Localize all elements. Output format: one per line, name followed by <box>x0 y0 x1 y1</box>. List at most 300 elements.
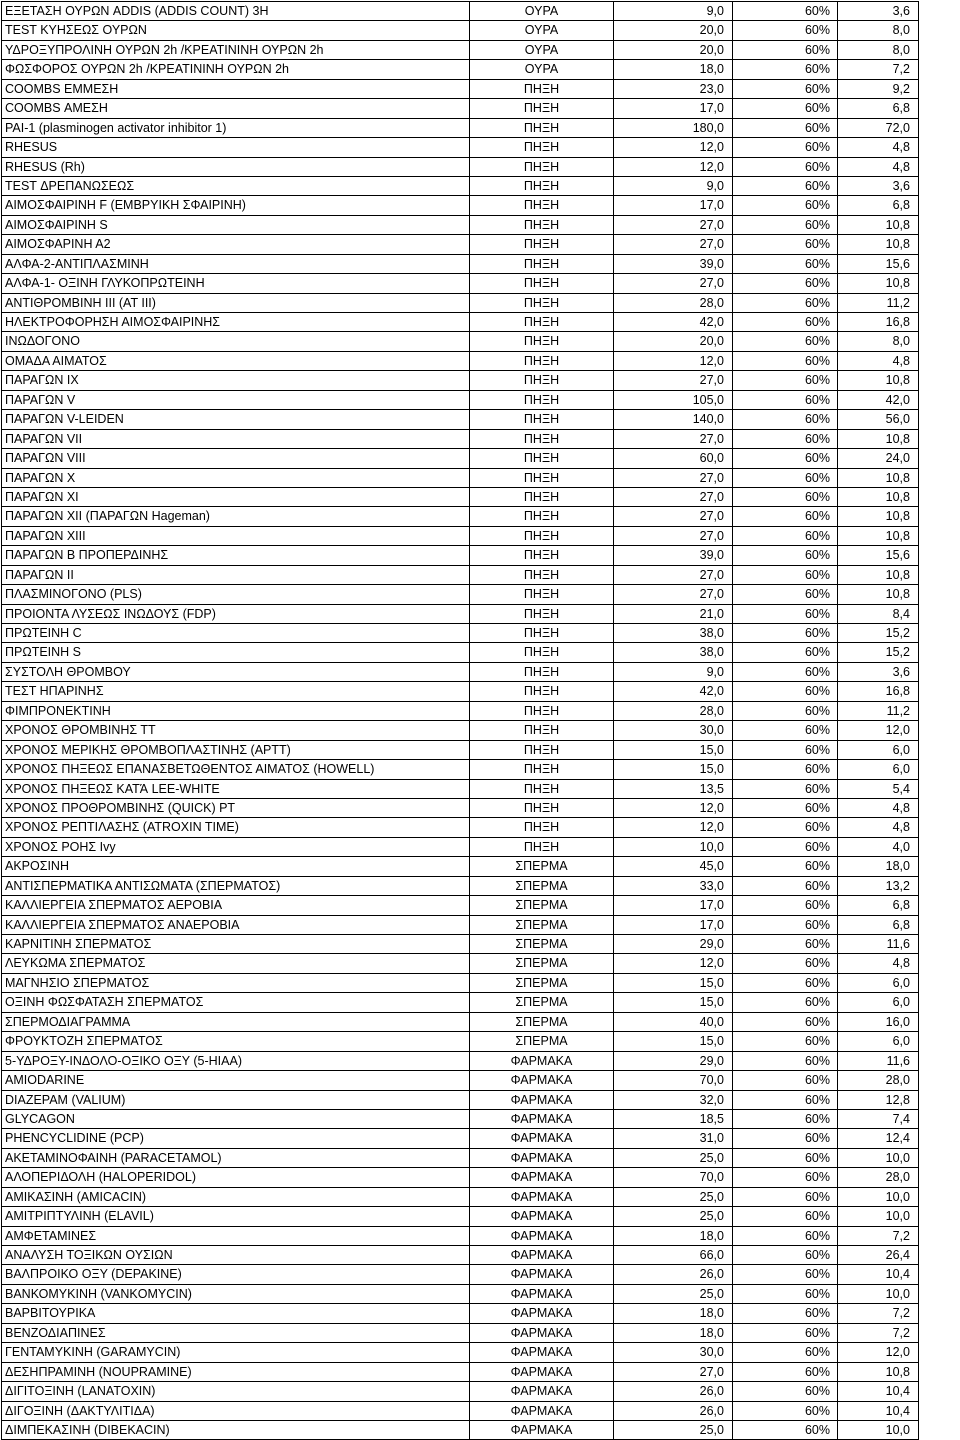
test-name-cell: ΑΙΜΟΣΦΑΙΡΙΝΗ S <box>2 215 470 234</box>
points-cell: 27,0 <box>614 429 733 448</box>
amount-cell: 6,8 <box>838 99 919 118</box>
test-name-cell: RHESUS (Rh) <box>2 157 470 176</box>
points-cell: 27,0 <box>614 235 733 254</box>
table-row <box>2 1323 919 1342</box>
amount-cell: 3,6 <box>838 176 919 195</box>
test-name-cell: ΠΑΡΑΓΩΝ ΧΙ <box>2 487 470 506</box>
amount-cell: 5,4 <box>838 779 919 798</box>
sample-category-cell: ΠΗΞΗ <box>470 760 614 779</box>
percentage-cell: 60% <box>733 1012 838 1031</box>
table-row <box>2 332 919 351</box>
sample-category-cell: ΠΗΞΗ <box>470 235 614 254</box>
percentage-cell: 60% <box>733 1401 838 1420</box>
points-cell: 140,0 <box>614 410 733 429</box>
amount-cell: 6,0 <box>838 973 919 992</box>
points-cell: 60,0 <box>614 449 733 468</box>
amount-cell: 7,4 <box>838 1109 919 1128</box>
amount-cell: 7,2 <box>838 1304 919 1323</box>
points-cell: 12,0 <box>614 954 733 973</box>
points-cell: 12,0 <box>614 157 733 176</box>
amount-cell: 10,8 <box>838 429 919 448</box>
percentage-cell: 60% <box>733 99 838 118</box>
points-cell: 29,0 <box>614 935 733 954</box>
percentage-cell: 60% <box>733 721 838 740</box>
percentage-cell: 60% <box>733 507 838 526</box>
table-row <box>2 662 919 681</box>
test-name-cell: AMIODARINE <box>2 1071 470 1090</box>
sample-category-cell: ΦΑΡΜΑΚΑ <box>470 1284 614 1303</box>
points-cell: 26,0 <box>614 1401 733 1420</box>
sample-category-cell: ΠΗΞΗ <box>470 546 614 565</box>
sample-category-cell: ΠΗΞΗ <box>470 468 614 487</box>
test-name-cell: ΚΑΛΛΙΕΡΓΕΙΑ ΣΠΕΡΜΑΤΟΣ ΑΕΡΟΒΙΑ <box>2 896 470 915</box>
percentage-cell: 60% <box>733 410 838 429</box>
amount-cell: 10,8 <box>838 507 919 526</box>
amount-cell: 28,0 <box>838 1071 919 1090</box>
amount-cell: 10,0 <box>838 1420 919 1439</box>
points-cell: 26,0 <box>614 1265 733 1284</box>
test-name-cell: ΤΕΣΤ ΗΠΑΡΙΝΗΣ <box>2 682 470 701</box>
test-name-cell: ΑΙΜΟΣΦΑΙΡΙΝΗ F (ΕΜΒΡΥΙΚΗ ΣΦΑΙΡΙΝΗ) <box>2 196 470 215</box>
sample-category-cell: ΦΑΡΜΑΚΑ <box>470 1226 614 1245</box>
sample-category-cell: ΠΗΞΗ <box>470 215 614 234</box>
sample-category-cell: ΦΑΡΜΑΚΑ <box>470 1207 614 1226</box>
sample-category-cell: ΠΗΞΗ <box>470 410 614 429</box>
sample-category-cell: ΦΑΡΜΑΚΑ <box>470 1168 614 1187</box>
table-row <box>2 565 919 584</box>
percentage-cell: 60% <box>733 40 838 59</box>
sample-category-cell: ΣΠΕΡΜΑ <box>470 993 614 1012</box>
sample-category-cell: ΦΑΡΜΑΚΑ <box>470 1246 614 1265</box>
amount-cell: 10,0 <box>838 1187 919 1206</box>
sample-category-cell: ΣΠΕΡΜΑ <box>470 896 614 915</box>
test-name-cell: ΑΜΙΤΡΙΠΤΥΛΙΝΗ (ELAVIL) <box>2 1207 470 1226</box>
test-name-cell: ΧΡΟΝΟΣ ΜΕΡΙΚΗΣ ΘΡΟΜΒΟΠΛΑΣΤΙΝΗΣ (APTT) <box>2 740 470 759</box>
test-name-cell: TEST ΚΥΗΣΕΩΣ ΟΥΡΩΝ <box>2 21 470 40</box>
amount-cell: 4,8 <box>838 798 919 817</box>
amount-cell: 12,4 <box>838 1129 919 1148</box>
amount-cell: 11,2 <box>838 701 919 720</box>
percentage-cell: 60% <box>733 21 838 40</box>
points-cell: 15,0 <box>614 760 733 779</box>
sample-category-cell: ΦΑΡΜΑΚΑ <box>470 1090 614 1109</box>
sample-category-cell: ΣΠΕΡΜΑ <box>470 954 614 973</box>
amount-cell: 10,8 <box>838 487 919 506</box>
table-row <box>2 1168 919 1187</box>
sample-category-cell: ΦΑΡΜΑΚΑ <box>470 1109 614 1128</box>
test-name-cell: ΧΡΟΝΟΣ ΡΟΗΣ Ivy <box>2 837 470 856</box>
test-name-cell: ΒΑΛΠΡΟΙΚΟ ΟΞΥ (DEPAKINE) <box>2 1265 470 1284</box>
amount-cell: 6,8 <box>838 896 919 915</box>
amount-cell: 10,0 <box>838 1284 919 1303</box>
percentage-cell: 60% <box>733 1168 838 1187</box>
sample-category-cell: ΟΥΡΑ <box>470 60 614 79</box>
test-name-cell: GLYCAGON <box>2 1109 470 1128</box>
amount-cell: 4,8 <box>838 818 919 837</box>
percentage-cell: 60% <box>733 371 838 390</box>
points-cell: 23,0 <box>614 79 733 98</box>
points-cell: 38,0 <box>614 643 733 662</box>
sample-category-cell: ΠΗΞΗ <box>470 79 614 98</box>
sample-category-cell: ΠΗΞΗ <box>470 643 614 662</box>
percentage-cell: 60% <box>733 565 838 584</box>
test-name-cell: ΑΜΙΚΑΣΙΝΗ (AMICACIN) <box>2 1187 470 1206</box>
percentage-cell: 60% <box>733 779 838 798</box>
amount-cell: 10,8 <box>838 215 919 234</box>
test-name-cell: ΚΑΛΛΙΕΡΓΕΙΑ ΣΠΕΡΜΑΤΟΣ ΑΝΑΕΡΟΒΙΑ <box>2 915 470 934</box>
amount-cell: 16,0 <box>838 1012 919 1031</box>
points-cell: 27,0 <box>614 1362 733 1381</box>
percentage-cell: 60% <box>733 1032 838 1051</box>
test-name-cell: ΣΥΣΤΟΛΗ ΘΡΟΜΒΟΥ <box>2 662 470 681</box>
amount-cell: 9,2 <box>838 79 919 98</box>
points-cell: 66,0 <box>614 1246 733 1265</box>
points-cell: 17,0 <box>614 99 733 118</box>
amount-cell: 8,4 <box>838 604 919 623</box>
percentage-cell: 60% <box>733 118 838 137</box>
percentage-cell: 60% <box>733 390 838 409</box>
sample-category-cell: ΠΗΞΗ <box>470 313 614 332</box>
test-name-cell: DIAZEPAM (VALIUM) <box>2 1090 470 1109</box>
test-name-cell: ΒΑΡΒΙΤΟΥΡΙΚΑ <box>2 1304 470 1323</box>
table-row <box>2 157 919 176</box>
table-row <box>2 429 919 448</box>
test-name-cell: ΑΝΤΙΘΡΟΜΒΙΝΗ ΙΙΙ (ΑΤ ΙΙΙ) <box>2 293 470 312</box>
amount-cell: 10,8 <box>838 565 919 584</box>
percentage-cell: 60% <box>733 1323 838 1342</box>
amount-cell: 16,8 <box>838 313 919 332</box>
amount-cell: 12,0 <box>838 721 919 740</box>
table-row <box>2 1246 919 1265</box>
sample-category-cell: ΦΑΡΜΑΚΑ <box>470 1401 614 1420</box>
test-name-cell: ΧΡΟΝΟΣ ΡΕΠΤΙΛΑΣΗΣ (ATROXIN TIME) <box>2 818 470 837</box>
amount-cell: 6,0 <box>838 993 919 1012</box>
percentage-cell: 60% <box>733 1187 838 1206</box>
points-cell: 12,0 <box>614 351 733 370</box>
percentage-cell: 60% <box>733 1207 838 1226</box>
table-row <box>2 176 919 195</box>
amount-cell: 10,4 <box>838 1401 919 1420</box>
percentage-cell: 60% <box>733 526 838 545</box>
amount-cell: 4,8 <box>838 954 919 973</box>
table-row <box>2 99 919 118</box>
percentage-cell: 60% <box>733 196 838 215</box>
sample-category-cell: ΠΗΞΗ <box>470 740 614 759</box>
percentage-cell: 60% <box>733 2 838 21</box>
points-cell: 39,0 <box>614 254 733 273</box>
points-cell: 15,0 <box>614 1032 733 1051</box>
sample-category-cell: ΦΑΡΜΑΚΑ <box>470 1362 614 1381</box>
table-row <box>2 1071 919 1090</box>
table-row <box>2 1382 919 1401</box>
sample-category-cell: ΣΠΕΡΜΑ <box>470 973 614 992</box>
amount-cell: 8,0 <box>838 332 919 351</box>
test-name-cell: ΑΛΦΑ-2-ΑΝΤΙΠΛΑΣΜΙΝΗ <box>2 254 470 273</box>
points-cell: 17,0 <box>614 915 733 934</box>
sample-category-cell: ΦΑΡΜΑΚΑ <box>470 1129 614 1148</box>
points-cell: 12,0 <box>614 818 733 837</box>
amount-cell: 3,6 <box>838 2 919 21</box>
table-row <box>2 818 919 837</box>
points-cell: 27,0 <box>614 215 733 234</box>
sample-category-cell: ΠΗΞΗ <box>470 818 614 837</box>
test-name-cell: ΠΑΡΑΓΩΝ Χ <box>2 468 470 487</box>
test-name-cell: ΜΑΓΝΗΣΙΟ ΣΠΕΡΜΑΤΟΣ <box>2 973 470 992</box>
test-name-cell: ΥΔΡΟΞΥΠΡΟΛΙΝΗ ΟΥΡΩΝ 2h /ΚΡΕΑΤΙΝΙΝΗ ΟΥΡΩΝ 2h <box>2 40 470 59</box>
table-row <box>2 1401 919 1420</box>
table-row <box>2 740 919 759</box>
amount-cell: 24,0 <box>838 449 919 468</box>
percentage-cell: 60% <box>733 254 838 273</box>
sample-category-cell: ΦΑΡΜΑΚΑ <box>470 1187 614 1206</box>
sample-category-cell: ΠΗΞΗ <box>470 176 614 195</box>
table-row <box>2 21 919 40</box>
points-cell: 12,0 <box>614 798 733 817</box>
sample-category-cell: ΣΠΕΡΜΑ <box>470 857 614 876</box>
amount-cell: 11,2 <box>838 293 919 312</box>
test-name-cell: ΠΑΡΑΓΩΝ V-LEIDEN <box>2 410 470 429</box>
percentage-cell: 60% <box>733 643 838 662</box>
table-row <box>2 507 919 526</box>
sample-category-cell: ΦΑΡΜΑΚΑ <box>470 1071 614 1090</box>
test-name-cell: ΑΝΤΙΣΠΕΡΜΑΤΙΚΑ ΑΝΤΙΣΩΜΑΤΑ (ΣΠΕΡΜΑΤΟΣ) <box>2 876 470 895</box>
percentage-cell: 60% <box>733 624 838 643</box>
percentage-cell: 60% <box>733 176 838 195</box>
table-row <box>2 526 919 545</box>
sample-category-cell: ΦΑΡΜΑΚΑ <box>470 1343 614 1362</box>
points-cell: 18,0 <box>614 1323 733 1342</box>
amount-cell: 42,0 <box>838 390 919 409</box>
sample-category-cell: ΠΗΞΗ <box>470 721 614 740</box>
sample-category-cell: ΠΗΞΗ <box>470 118 614 137</box>
percentage-cell: 60% <box>733 157 838 176</box>
table-row <box>2 1265 919 1284</box>
test-name-cell: ΧΡΟΝΟΣ ΠΗΞΕΩΣ ΕΠΑΝΑΣΒΕΤΩΘΕΝΤΟΣ ΑΙΜΑΤΟΣ (HOWELL) <box>2 760 470 779</box>
amount-cell: 4,8 <box>838 157 919 176</box>
test-name-cell: ΠΑΡΑΓΩΝ ΧΙΙ (ΠΑΡΑΓΩΝ Hageman) <box>2 507 470 526</box>
points-cell: 15,0 <box>614 993 733 1012</box>
percentage-cell: 60% <box>733 1284 838 1303</box>
table-row <box>2 1129 919 1148</box>
percentage-cell: 60% <box>733 973 838 992</box>
test-name-cell: PAI-1 (plasminogen activator inhibitor 1) <box>2 118 470 137</box>
points-cell: 27,0 <box>614 371 733 390</box>
percentage-cell: 60% <box>733 1304 838 1323</box>
amount-cell: 16,8 <box>838 682 919 701</box>
test-name-cell: ΔΙΓΟΞΙΝΗ (ΔΑΚΤΥΛΙΤΙΔΑ) <box>2 1401 470 1420</box>
percentage-cell: 60% <box>733 1129 838 1148</box>
amount-cell: 56,0 <box>838 410 919 429</box>
test-name-cell: ΒΑΝΚΟΜΥΚΙΝΗ (VANKOMYCIN) <box>2 1284 470 1303</box>
points-cell: 105,0 <box>614 390 733 409</box>
sample-category-cell: ΠΗΞΗ <box>470 507 614 526</box>
test-name-cell: ΦΙΜΠΡΟΝΕΚΤΙΝΗ <box>2 701 470 720</box>
percentage-cell: 60% <box>733 293 838 312</box>
test-name-cell: ΑΝΑΛΥΣΗ ΤΟΞΙΚΩΝ ΟΥΣΙΩΝ <box>2 1246 470 1265</box>
percentage-cell: 60% <box>733 993 838 1012</box>
table-row <box>2 798 919 817</box>
amount-cell: 11,6 <box>838 935 919 954</box>
amount-cell: 12,8 <box>838 1090 919 1109</box>
table-row <box>2 1226 919 1245</box>
points-cell: 33,0 <box>614 876 733 895</box>
amount-cell: 7,2 <box>838 1323 919 1342</box>
points-cell: 20,0 <box>614 332 733 351</box>
points-cell: 9,0 <box>614 662 733 681</box>
points-cell: 25,0 <box>614 1187 733 1206</box>
table-row <box>2 1090 919 1109</box>
sample-category-cell: ΦΑΡΜΑΚΑ <box>470 1420 614 1439</box>
sample-category-cell: ΣΠΕΡΜΑ <box>470 876 614 895</box>
points-cell: 20,0 <box>614 40 733 59</box>
percentage-cell: 60% <box>733 682 838 701</box>
test-name-cell: ΒΕΝΖΟΔΙΑΠΙΝΕΣ <box>2 1323 470 1342</box>
test-name-cell: ΦΡΟΥΚΤΟΖΗ ΣΠΕΡΜΑΤΟΣ <box>2 1032 470 1051</box>
percentage-cell: 60% <box>733 604 838 623</box>
percentage-cell: 60% <box>733 1343 838 1362</box>
points-cell: 20,0 <box>614 21 733 40</box>
test-name-cell: ΑΚΕΤΑΜΙΝΟΦΑΙΝΗ (PARACETAMOL) <box>2 1148 470 1167</box>
points-cell: 29,0 <box>614 1051 733 1070</box>
test-name-cell: ΧΡΟΝΟΣ ΠΡΟΘΡΟΜΒΙΝΗΣ (QUICK) PT <box>2 798 470 817</box>
table-row <box>2 935 919 954</box>
amount-cell: 6,0 <box>838 760 919 779</box>
points-cell: 25,0 <box>614 1148 733 1167</box>
percentage-cell: 60% <box>733 79 838 98</box>
table-row <box>2 1207 919 1226</box>
table-row <box>2 585 919 604</box>
points-cell: 25,0 <box>614 1207 733 1226</box>
points-cell: 27,0 <box>614 585 733 604</box>
amount-cell: 6,8 <box>838 915 919 934</box>
table-row <box>2 2 919 21</box>
test-name-cell: ΙΝΩΔΟΓΟΝΟ <box>2 332 470 351</box>
percentage-cell: 60% <box>733 449 838 468</box>
points-cell: 18,0 <box>614 1304 733 1323</box>
table-row <box>2 1362 919 1381</box>
table-row <box>2 1420 919 1439</box>
amount-cell: 15,6 <box>838 546 919 565</box>
points-cell: 30,0 <box>614 1343 733 1362</box>
amount-cell: 10,0 <box>838 1207 919 1226</box>
test-name-cell: ΛΕΥΚΩΜΑ ΣΠΕΡΜΑΤΟΣ <box>2 954 470 973</box>
percentage-cell: 60% <box>733 896 838 915</box>
table-row <box>2 876 919 895</box>
points-cell: 21,0 <box>614 604 733 623</box>
sample-category-cell: ΠΗΞΗ <box>470 390 614 409</box>
sample-category-cell: ΠΗΞΗ <box>470 526 614 545</box>
table-row <box>2 1012 919 1031</box>
points-cell: 12,0 <box>614 138 733 157</box>
points-cell: 42,0 <box>614 313 733 332</box>
percentage-cell: 60% <box>733 1265 838 1284</box>
sample-category-cell: ΠΗΞΗ <box>470 779 614 798</box>
sample-category-cell: ΦΑΡΜΑΚΑ <box>470 1304 614 1323</box>
sample-category-cell: ΠΗΞΗ <box>470 196 614 215</box>
table-row <box>2 79 919 98</box>
points-cell: 18,0 <box>614 60 733 79</box>
test-name-cell: ΑΚΡΟΣΙΝΗ <box>2 857 470 876</box>
percentage-cell: 60% <box>733 1148 838 1167</box>
table-row <box>2 915 919 934</box>
percentage-cell: 60% <box>733 798 838 817</box>
percentage-cell: 60% <box>733 1051 838 1070</box>
table-row <box>2 371 919 390</box>
table-row <box>2 313 919 332</box>
sample-category-cell: ΠΗΞΗ <box>470 138 614 157</box>
sample-category-cell: ΣΠΕΡΜΑ <box>470 915 614 934</box>
percentage-cell: 60% <box>733 1382 838 1401</box>
test-name-cell: ΠΑΡΑΓΩΝ Β ΠΡΟΠΕΡΔΙΝΗΣ <box>2 546 470 565</box>
percentage-cell: 60% <box>733 313 838 332</box>
table-row <box>2 390 919 409</box>
amount-cell: 18,0 <box>838 857 919 876</box>
points-cell: 13,5 <box>614 779 733 798</box>
amount-cell: 28,0 <box>838 1168 919 1187</box>
test-name-cell: RHESUS <box>2 138 470 157</box>
sample-category-cell: ΣΠΕΡΜΑ <box>470 1012 614 1031</box>
test-name-cell: ΠΑΡΑΓΩΝ VIII <box>2 449 470 468</box>
percentage-cell: 60% <box>733 837 838 856</box>
amount-cell: 7,2 <box>838 1226 919 1245</box>
sample-category-cell: ΠΗΞΗ <box>470 449 614 468</box>
amount-cell: 13,2 <box>838 876 919 895</box>
amount-cell: 4,0 <box>838 837 919 856</box>
percentage-cell: 60% <box>733 954 838 973</box>
amount-cell: 10,8 <box>838 371 919 390</box>
points-cell: 27,0 <box>614 468 733 487</box>
amount-cell: 10,8 <box>838 274 919 293</box>
table-row <box>2 254 919 273</box>
test-name-cell: ΚΑΡΝΙΤΙΝΗ ΣΠΕΡΜΑΤΟΣ <box>2 935 470 954</box>
test-name-cell: ΔΕΣΗΠΡΑΜΙΝΗ (NOUPRAMINE) <box>2 1362 470 1381</box>
table-row <box>2 351 919 370</box>
test-name-cell: COOMBS ΑΜΕΣΗ <box>2 99 470 118</box>
table-row <box>2 643 919 662</box>
points-cell: 180,0 <box>614 118 733 137</box>
sample-category-cell: ΠΗΞΗ <box>470 254 614 273</box>
amount-cell: 6,8 <box>838 196 919 215</box>
table-row <box>2 60 919 79</box>
amount-cell: 10,8 <box>838 1362 919 1381</box>
sample-category-cell: ΠΗΞΗ <box>470 487 614 506</box>
percentage-cell: 60% <box>733 818 838 837</box>
table-body <box>2 2 919 1440</box>
points-cell: 25,0 <box>614 1284 733 1303</box>
percentage-cell: 60% <box>733 274 838 293</box>
percentage-cell: 60% <box>733 1246 838 1265</box>
table-row <box>2 701 919 720</box>
points-cell: 15,0 <box>614 973 733 992</box>
percentage-cell: 60% <box>733 429 838 448</box>
amount-cell: 10,0 <box>838 1148 919 1167</box>
test-name-cell: COOMBS ΕΜΜΕΣΗ <box>2 79 470 98</box>
test-name-cell: 5-ΥΔΡΟΞΥ-ΙΝΔΟΛΟ-ΟΞΙΚΟ ΟΞΥ (5-HIAA) <box>2 1051 470 1070</box>
table-row <box>2 1032 919 1051</box>
table-row <box>2 546 919 565</box>
amount-cell: 4,8 <box>838 351 919 370</box>
percentage-cell: 60% <box>733 585 838 604</box>
table-row <box>2 1148 919 1167</box>
points-cell: 40,0 <box>614 1012 733 1031</box>
table-row <box>2 779 919 798</box>
points-cell: 25,0 <box>614 1420 733 1439</box>
table-row <box>2 857 919 876</box>
points-cell: 45,0 <box>614 857 733 876</box>
percentage-cell: 60% <box>733 701 838 720</box>
table-row <box>2 40 919 59</box>
points-cell: 17,0 <box>614 896 733 915</box>
